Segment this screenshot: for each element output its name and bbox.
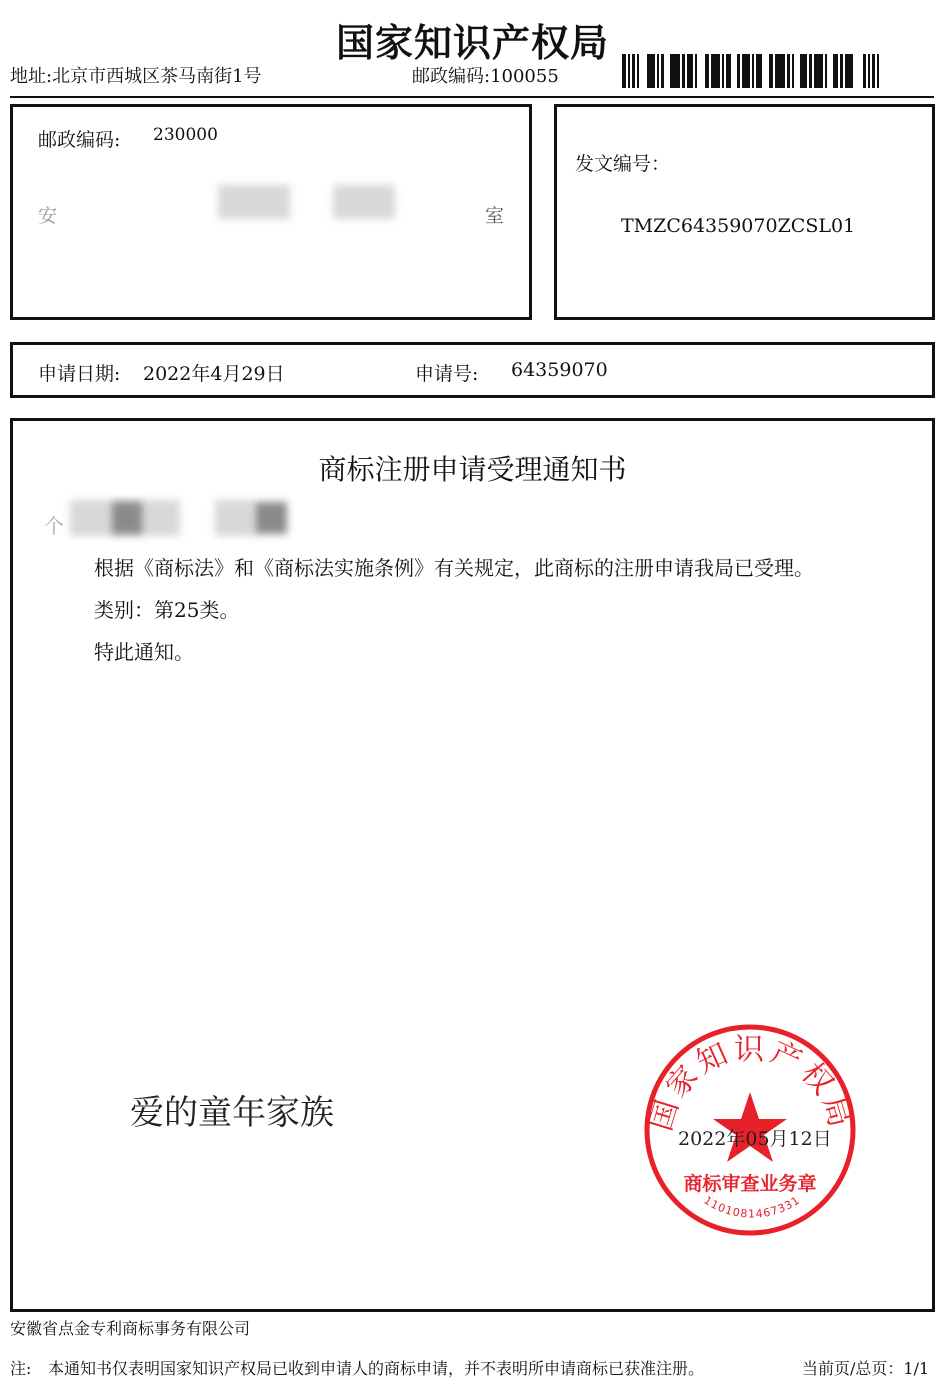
redacted-address-1 <box>218 185 290 219</box>
recipient-postcode-value: 230000 <box>153 125 218 145</box>
trademark-name: 爱的童年家族 <box>130 1093 334 1133</box>
seal-inner-text: 商标审查业务章 <box>683 1173 817 1195</box>
seal-serial: 1101081467331 <box>701 1193 803 1221</box>
doc-number-value: TMZC64359070ZCSL01 <box>621 215 856 237</box>
doc-number-label: 发文编号： <box>575 153 671 175</box>
application-box <box>10 342 935 398</box>
office-postcode: 邮政编码:100055 <box>412 66 559 87</box>
application-date-value: 2022年4月29日 <box>143 363 285 385</box>
notice-date: 2022年05月12日 <box>678 1128 832 1150</box>
redacted-address-2 <box>333 185 395 219</box>
notice-paragraph: 根据《商标法》和《商标法实施条例》有关规定，此商标的注册申请我局已受理。 <box>94 556 814 580</box>
recipient-box <box>10 104 532 320</box>
header-divider <box>10 96 934 98</box>
notice-title: 商标注册申请受理通知书 <box>318 453 627 486</box>
notice-closing: 特此通知。 <box>94 640 194 664</box>
recipient-postcode-label: 邮政编码: <box>38 129 121 151</box>
seal-arc-text: 国家知识产权局 <box>643 1032 859 1135</box>
footer-note-prefix: 注: <box>10 1359 32 1378</box>
application-number-value: 64359070 <box>511 359 608 381</box>
redacted-applicant-3 <box>215 500 255 536</box>
doc-number-box <box>554 104 935 320</box>
office-address: 地址:北京市西城区茶马南街1号 <box>10 66 262 87</box>
agency-name: 安徽省点金专利商标事务有限公司 <box>10 1319 251 1338</box>
page-title: 国家知识产权局 <box>335 20 609 65</box>
redacted-applicant-2 <box>112 502 142 534</box>
application-number-label: 申请号: <box>415 363 479 385</box>
footer-note: 本通知书仅表明国家知识产权局已收到申请人的商标申请，并不表明所申请商标已获准注册。 <box>48 1359 705 1378</box>
page-indicator: 当前页/总页：1/1 <box>802 1359 930 1378</box>
recipient-address-end: 室 <box>485 205 505 227</box>
barcode-image <box>622 54 932 88</box>
greeting-start: 个 <box>44 514 64 538</box>
redacted-applicant-4 <box>255 502 287 534</box>
notice-category: 类别：第25类。 <box>94 598 240 622</box>
recipient-address-start: 安 <box>38 205 58 227</box>
application-date-label: 申请日期: <box>38 363 121 385</box>
